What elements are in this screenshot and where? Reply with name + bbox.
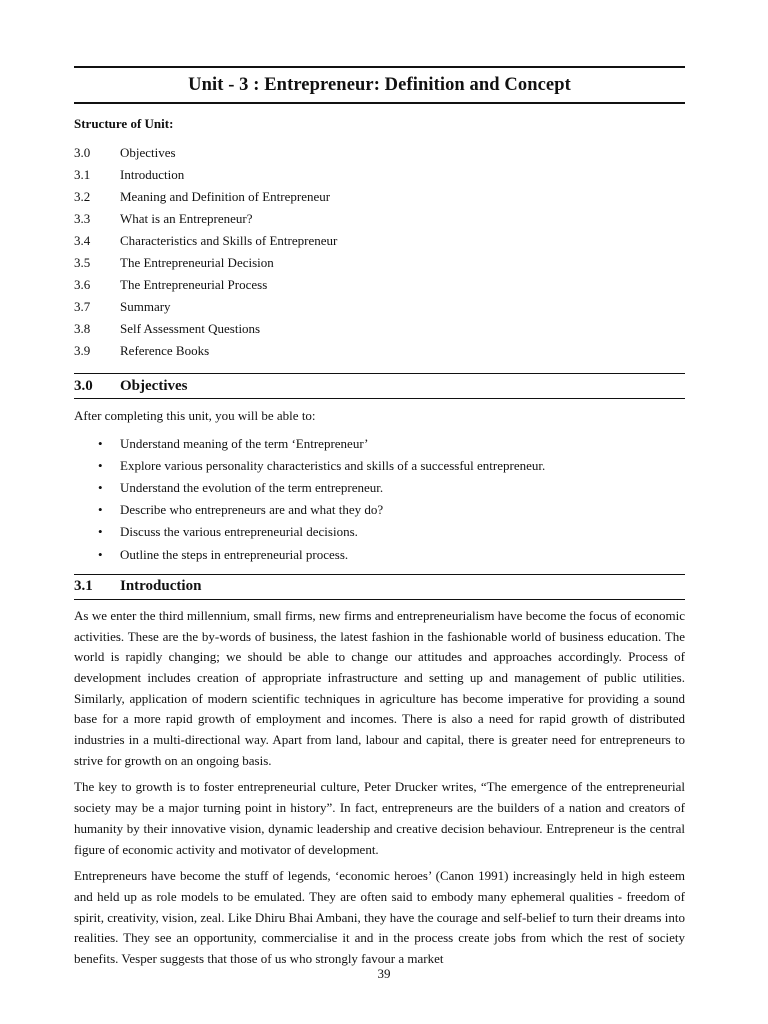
objectives-list [74,433,685,566]
objective-item [74,499,685,521]
bullet-icon: • [98,546,103,562]
objective-text: Outline the steps in entrepreneurial process. [120,546,349,562]
toc-label: Summary [120,299,171,314]
toc-item [74,252,685,274]
bullet-icon: • [98,457,103,473]
toc-number: 3.7 [74,299,91,314]
objective-text: Discuss the various entrepreneurial decisions. [120,524,358,540]
document-page [74,66,685,970]
objective-text: Understand meaning of the term ‘Entrepreneur’ [120,435,369,451]
toc-item [74,164,685,186]
bullet-icon: • [98,502,103,518]
structure-label: Structure of Unit: [74,116,174,131]
intro-paragraph: As we enter the third millennium, small firms, new firms and entrepreneurialism have become the focus of economic activities. These are the by-words of business, the latest fashion in the fashionable world of business education. The world is rapidly changing; we should be able to change our attitudes and approaches accordingly. Process of development includes creation of appropriate infrastructure and setting up and management of public utilities. Similarly, application of modern scientific techniques in agriculture has become imperative for providing a sound base for a more rapid growth of employment and incomes. There is also a need for rapid growth of distributed industries in a multi-directional way. Apart from land, labour and capital, there is greater need for entrepreneurs to strive for growth on an ongoing basis. [74,607,685,768]
toc-number: 3.9 [74,343,91,358]
toc-item [74,318,685,340]
toc-label: Self Assessment Questions [120,321,261,336]
objective-item [74,521,685,543]
toc-item [74,340,685,362]
section-number: 3.1 [74,578,93,595]
intro-paragraph: The key to growth is to foster entrepreneurial culture, Peter Drucker writes, “The emergence of the entrepreneurial society may be a major turning point in history”. In fact, entrepreneurs are the builders of a nation and creators of humanity by their innovative vision, dynamic leadership and creative decision behaviour. Entrepreneur is the central figure of economic activity and motivator of development. [74,779,685,857]
objective-item [74,433,685,455]
toc-number: 3.2 [74,189,91,204]
toc-item [74,208,685,230]
bullet-icon: • [98,435,103,451]
toc-label: Introduction [120,167,185,182]
toc-number: 3.6 [74,277,91,292]
toc-item [74,274,685,296]
objective-text: Describe who entrepreneurs are and what they do? [120,502,384,518]
toc-label: The Entrepreneurial Decision [120,255,274,270]
unit-title-block [74,66,685,104]
toc-number: 3.5 [74,255,91,270]
objective-item [74,544,685,566]
toc-item [74,186,685,208]
table-of-contents [74,142,685,362]
objectives-heading [74,373,685,399]
unit-title: Unit - 3 : Entrepreneur: Definition and Concept [188,74,571,95]
page-number: 39 [377,966,391,981]
toc-label: The Entrepreneurial Process [120,277,268,292]
toc-item [74,230,685,252]
toc-number: 3.3 [74,211,91,226]
toc-label: Objectives [120,145,176,160]
toc-item [74,142,685,164]
section-title: Objectives [120,377,188,394]
section-number: 3.0 [74,377,93,394]
intro-paragraph: Entrepreneurs have become the stuff of legends, ‘economic heroes’ (Canon 1991) increasingly held in high esteem and held up as role models to be emulated. They are often said to embody many ephemeral qualities - freedom of spirit, creativity, vision, zeal. Like Dhiru Bhai Ambani, they have the courage and self-belief to turn their dreams into realities. They see an opportunity, commercialise it and in the process create jobs from which the rest of society benefits. Vesper suggests that those of us who strongly favour a market [74,868,685,967]
objective-item [74,455,685,477]
introduction-heading [74,574,685,600]
toc-number: 3.1 [74,167,91,182]
toc-number: 3.0 [74,145,91,160]
toc-label: Characteristics and Skills of Entrepreneur [120,233,338,248]
bullet-icon: • [98,480,103,496]
toc-item [74,296,685,318]
toc-number: 3.8 [74,321,91,336]
toc-label: What is an Entrepreneur? [120,211,253,226]
bullet-icon: • [98,524,103,540]
toc-label: Reference Books [120,343,210,358]
objective-item [74,477,685,499]
toc-label: Meaning and Definition of Entrepreneur [120,189,331,204]
objectives-intro: After completing this unit, you will be able to: [74,408,316,423]
objective-text: Understand the evolution of the term entrepreneur. [120,480,384,496]
objective-text: Explore various personality characteristics and skills of a successful entrepreneur. [120,457,546,473]
toc-number: 3.4 [74,233,91,248]
section-title: Introduction [120,578,202,595]
